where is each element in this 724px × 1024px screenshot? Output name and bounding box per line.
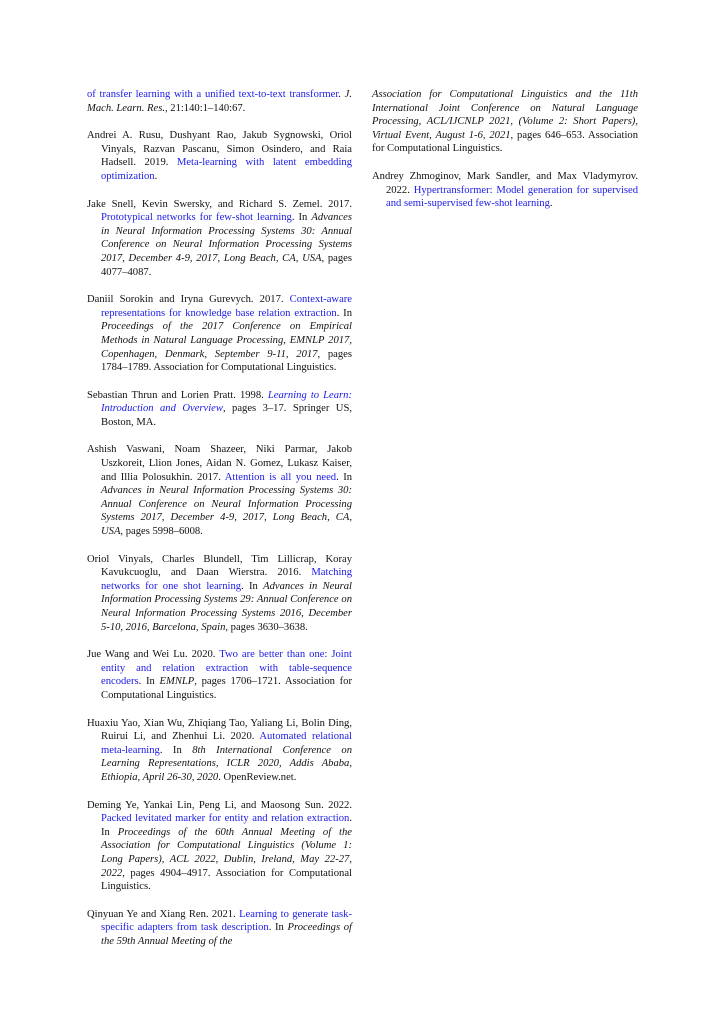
reference-entry: [372, 88, 638, 156]
reference-text: , pages 3630–3638.: [225, 621, 308, 633]
reference-entry: [372, 170, 638, 211]
reference-entry: [87, 799, 352, 894]
references-left-column: [87, 88, 352, 962]
reference-text: , pages 1784–1789. Association for Computational Linguistics.: [101, 348, 352, 374]
reference-text: . In: [336, 307, 352, 319]
reference-text: . In: [241, 580, 264, 592]
reference-text: Ashish Vaswani, Noam Shazeer, Niki Parmar, Jakob Uszkoreit, Llion Jones, Aidan N. Gomez, Lukasz Kaiser, and Illia Polosukhin. 2017.: [87, 444, 352, 483]
reference-text: Huaxiu Yao, Xian Wu, Zhiqiang Tao, Yaliang Li, Bolin Ding, Ruirui Li, and Zhenhui Li. 2020.: [87, 717, 352, 743]
reference-text: . In: [138, 676, 160, 688]
reference-text: . In: [101, 813, 352, 838]
reference-link[interactable]: Context-aware representations for knowledge base relation extraction: [101, 294, 352, 319]
reference-text: Andrei A. Rusu, Dushyant Rao, Jakub Sygnowski, Oriol Vinyals, Razvan Pascanu, Simon Osindero, and Raia Hadsell. 2019.: [87, 130, 352, 169]
reference-text: 8th International Conference on Learning Representations, ICLR 2020, Addis Ababa, Ethiopia, April 26-30, 2020: [101, 744, 352, 783]
reference-link[interactable]: Two are better than one: Joint entity and relation extraction with table-sequence encoders: [101, 649, 352, 688]
reference-text: Proceedings of the 59th Annual Meeting of the: [101, 922, 352, 947]
reference-entry: [87, 648, 352, 702]
reference-text: , pages 4904–4917. Association for Computational Linguistics.: [101, 867, 352, 893]
reference-text: .: [154, 170, 158, 182]
reference-text: , pages 4077–4087.: [101, 252, 353, 278]
reference-text: J. Mach. Learn. Res.: [87, 89, 352, 114]
reference-entry: [87, 293, 352, 375]
reference-text: Advances in Neural Information Processing Systems 29: Annual Conference on Neural Information Processing Systems 2016, December 5-10, 2016, Barcelona, Spain: [101, 580, 352, 633]
reference-entry: [87, 389, 352, 430]
reference-text: Qinyuan Ye and Xiang Ren. 2021.: [87, 908, 240, 920]
reference-text: Proceedings of the 2017 Conference on Empirical Methods in Natural Language Processing, EMNLP 2017, Copenhagen, Denmark, September 9-11, 2017: [101, 321, 352, 360]
reference-entry: [87, 88, 352, 115]
reference-link[interactable]: Learning to Learn: Introduction and Overview: [101, 389, 352, 415]
reference-text: , pages 646–653. Association for Computational Linguistics.: [372, 129, 638, 155]
reference-text: .: [549, 198, 553, 210]
reference-entry: [87, 129, 352, 183]
reference-text: Advances in Neural Information Processing Systems 30: Annual Conference on Neural Information Processing Systems 2017, December 4-9, 2017, Long Beach, CA, USA: [101, 485, 352, 538]
reference-text: , 21:140:1–140:67.: [164, 102, 246, 114]
reference-link[interactable]: Hypertransformer: Model generation for supervised and semi-supervised few-shot learning: [386, 184, 639, 210]
reference-text: Advances in Neural Information Processing Systems 30: Annual Conference on Neural Information Processing Systems 2017, December 4-9, 2017, Long Beach, CA, USA: [101, 212, 352, 264]
reference-text: Daniil Sorokin and Iryna Gurevych. 2017.: [87, 294, 290, 306]
reference-text: Proceedings of the 60th Annual Meeting of the Association for Computational Linguistics (Volume 1: Long Papers), ACL 2022, Dublin, Ireland, May 22-27, 2022: [101, 826, 352, 879]
reference-text: . OpenReview.net.: [218, 771, 297, 783]
reference-link[interactable]: of transfer learning with a unified text-to-text transformer: [87, 89, 339, 100]
reference-link[interactable]: Prototypical networks for few-shot learning: [101, 212, 292, 224]
reference-link[interactable]: Meta-learning with latent embedding optimization: [101, 157, 352, 182]
reference-text: . In: [159, 744, 193, 756]
reference-text: , pages 1706–1721. Association for Computational Linguistics.: [101, 676, 352, 701]
reference-link[interactable]: Packed levitated marker for entity and relation extraction: [101, 813, 350, 825]
reference-text: Association for Computational Linguistics and the 11th International Joint Conference on Natural Language Processing, ACL/IJCNLP 2021, (Volume 2: Short Papers), Virtual Event, August 1-6, 2021: [372, 89, 638, 141]
reference-link[interactable]: Matching networks for one shot learning: [101, 567, 352, 592]
reference-text: . In: [268, 922, 288, 934]
references-right-column: [372, 88, 638, 225]
reference-text: .: [338, 89, 345, 100]
reference-text: Sebastian Thrun and Lorien Pratt. 1998.: [87, 389, 268, 401]
reference-text: . In: [291, 212, 312, 224]
reference-text: Jue Wang and Wei Lu. 2020.: [87, 649, 220, 661]
reference-text: , pages 3–17. Springer US, Boston, MA.: [101, 403, 352, 428]
reference-text: . In: [336, 471, 353, 483]
reference-entry: [87, 908, 352, 949]
reference-text: EMNLP: [159, 676, 195, 688]
reference-link[interactable]: Automated relational meta-learning: [101, 731, 352, 756]
reference-text: , pages 5998–6008.: [120, 526, 203, 538]
reference-entry: [87, 553, 352, 635]
reference-link[interactable]: Learning to generate task-specific adapters from task description: [101, 908, 352, 934]
reference-text: Jake Snell, Kevin Swersky, and Richard S. Zemel. 2017.: [87, 198, 352, 210]
reference-text: Oriol Vinyals, Charles Blundell, Tim Lillicrap, Koray Kavukcuoglu, and Daan Wierstra. 2016.: [87, 553, 352, 579]
reference-text: Andrey Zhmoginov, Mark Sandler, and Max Vladymyrov. 2022.: [372, 170, 638, 196]
reference-entry: [87, 198, 352, 280]
reference-entry: [87, 717, 352, 785]
reference-text: Deming Ye, Yankai Lin, Peng Li, and Maosong Sun. 2022.: [87, 799, 352, 811]
reference-entry: [87, 443, 352, 538]
reference-link[interactable]: Attention is all you need: [224, 471, 337, 483]
